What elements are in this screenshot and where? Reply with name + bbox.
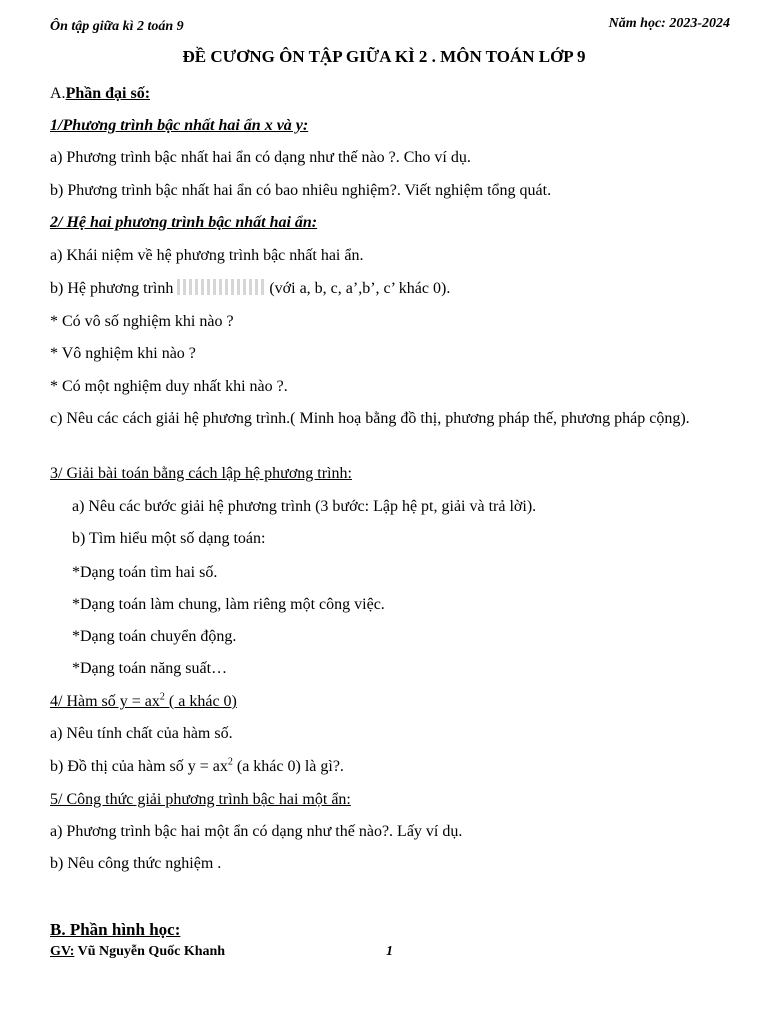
s4-item-b: b) Đồ thị của hàm số $y = ax^2$ (a khác 0) là gì?. [50,756,344,775]
s2-q2: * Vô nghiệm khi nào ? [50,345,196,362]
page-title: ĐỀ CƯƠNG ÔN TẬP GIỮA KÌ 2 . MÔN TOÁN LỚP 9 [182,47,586,66]
s3-item-b: b) Tìm hiểu một số dạng toán: [72,530,266,547]
s5-heading: 5/ Công thức giải phương trình bậc hai một ẩn: [50,791,351,808]
s1-heading: 1/Phương trình bậc nhất hai ẩn x và y: [50,117,309,134]
header-right: Năm học: 2023-2024 [608,16,730,31]
s2-item-b: b) Hệ phương trình (với a, b, c, a’,b’, c’ khác 0). [50,280,451,297]
s3-type-2: *Dạng toán làm chung, làm riêng một công việc. [72,596,385,613]
page-number: 1 [386,944,393,959]
s1-item-b: b) Phương trình bậc nhất hai ẩn có bao nhiêu nghiệm?. Viết nghiệm tổng quát. [50,182,552,199]
footer-teacher: GV: Vũ Nguyễn Quốc Khanh [50,944,226,959]
s1-item-a: a) Phương trình bậc nhất hai ẩn có dạng như thế nào ?. Cho ví dụ. [50,149,471,166]
equation-system-image [177,279,265,295]
s3-heading: 3/ Giải bài toán bằng cách lập hệ phương trình: [50,465,352,482]
s3-type-1: *Dạng toán tìm hai số. [72,564,218,581]
header-left: Ôn tập giữa kì 2 toán 9 [50,19,184,34]
section-a-heading: A.Phần đại số: [50,85,151,102]
s3-item-a: a) Nêu các bước giải hệ phương trình (3 bước: Lập hệ pt, giải và trả lời). [72,498,537,515]
s3-type-3: *Dạng toán chuyển động. [72,628,237,645]
s2-item-a: a) Khái niệm về hệ phương trình bậc nhất hai ẩn. [50,247,364,264]
s5-item-a: a) Phương trình bậc hai một ẩn có dạng như thế nào?. Lấy ví dụ. [50,823,463,840]
s2-item-c: c) Nêu các cách giải hệ phương trình.( Minh hoạ bằng đồ thị, phương pháp thế, phương pháp cộng). [50,410,690,427]
section-b-heading: B. Phần hình học: [50,920,181,939]
s2-heading: 2/ Hệ hai phương trình bậc nhất hai ẩn: [50,214,318,231]
s2-q3: * Có một nghiệm duy nhất khi nào ?. [50,378,288,395]
s3-type-4: *Dạng toán năng suất… [72,660,228,677]
s5-item-b: b) Nêu công thức nghiệm . [50,855,222,872]
s4-item-a: a) Nêu tính chất của hàm số. [50,725,233,742]
s4-heading: 4/ Hàm số $y = ax^2$ ( a khác 0) [50,691,237,710]
s2-q1: * Có vô số nghiệm khi nào ? [50,313,234,330]
